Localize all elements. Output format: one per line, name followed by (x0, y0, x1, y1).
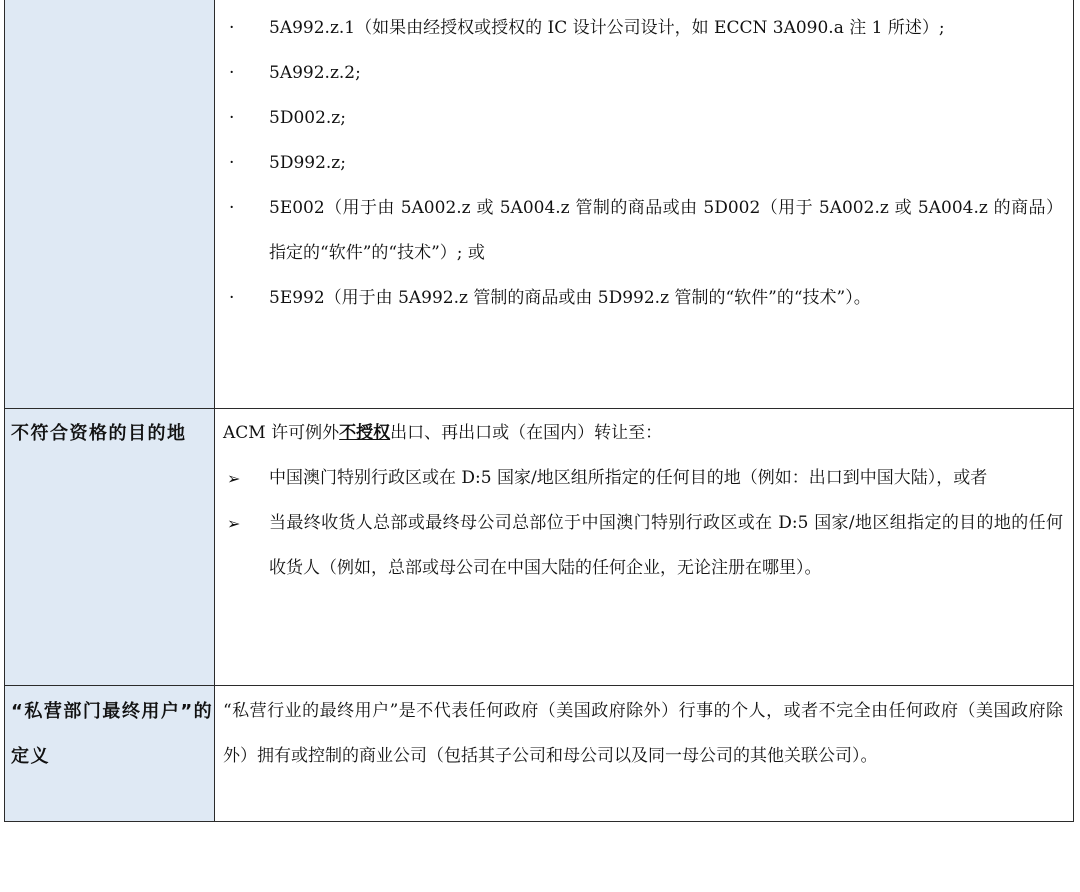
list-item (223, 141, 1063, 186)
destinations-intro (223, 411, 1063, 456)
list-item (223, 51, 1063, 96)
definition-text: “私营行业的最终用户”是不代表任何政府（美国政府除外）行事的个人，或者不完全由任何政府（美国政府除外）拥有或控制的商业公司（包括其子公司和母公司以及同一母公司的其他关联公司）。 (223, 701, 1063, 766)
table-row-definition (5, 686, 1074, 822)
table-row-eligible-items (5, 0, 1074, 409)
intro-text-before: ACM 许可例外 (223, 423, 340, 443)
list-item (223, 456, 1063, 501)
list-item-text: 5A992.z.2; (269, 63, 361, 83)
list-item-text: 中国澳门特别行政区或在 D:5 国家/地区组所指定的任何目的地（例如：出口到中国大陆），或者 (269, 468, 988, 488)
list-item-text: 当最终收货人总部或最终母公司总部位于中国澳门特别行政区或在 D:5 国家/地区组指定的目的地的任何收货人（例如，总部或母公司在中国大陆的任何企业，无论注册在哪里）。 (269, 513, 1063, 578)
definition-cell (215, 686, 1074, 822)
list-item-text: 5E002（用于由 5A002.z 或 5A004.z 管制的商品或由 5D002（用于 5A002.z 或 5A004.z 的商品）指定的“软件”的“技术”）; 或 (269, 198, 1063, 263)
arrow-bullet-icon: ➢ (227, 514, 241, 533)
arrow-bullet-icon: ➢ (227, 469, 241, 488)
bullet-icon: · (229, 108, 235, 128)
row-label-definition: “私营部门最终用户”的定义 (5, 686, 215, 822)
bullet-icon: · (229, 63, 235, 83)
bullet-icon: · (229, 18, 235, 38)
list-item (223, 186, 1063, 276)
row-label-ineligible-destinations: 不符合资格的目的地 (5, 409, 215, 686)
ineligible-destinations-cell (215, 409, 1074, 686)
bullet-icon: · (229, 198, 235, 218)
list-item (223, 6, 1063, 51)
list-item-text: 5D002.z; (269, 108, 346, 128)
list-item (223, 501, 1063, 591)
intro-emphasis: 不授权 (339, 423, 391, 443)
bullet-icon: · (229, 288, 235, 308)
bullet-icon: · (229, 153, 235, 173)
list-item (223, 276, 1063, 321)
list-item (223, 96, 1063, 141)
intro-text-after: 出口、再出口或（在国内）转让至： (390, 423, 663, 443)
document-table (4, 0, 1074, 822)
table-row-ineligible-destinations (5, 409, 1074, 686)
list-item-text: 5D992.z; (269, 153, 346, 173)
eligible-items-cell (215, 0, 1074, 409)
list-item-text: 5E992（用于由 5A992.z 管制的商品或由 5D992.z 管制的“软件”的“技术”）。 (269, 288, 871, 308)
list-item-text: 5A992.z.1（如果由经授权或授权的 IC 设计公司设计，如 ECCN 3A090.a 注 1 所述）; (269, 18, 945, 38)
row-label-empty (5, 0, 215, 409)
